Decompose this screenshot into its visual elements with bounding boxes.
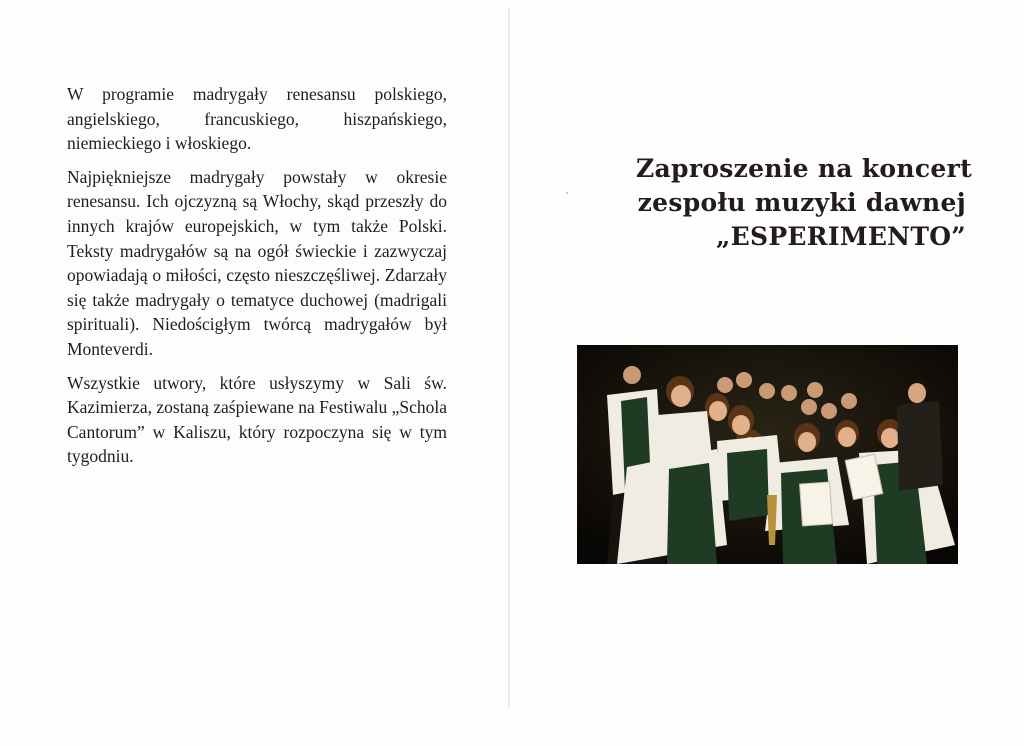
choir-photo-illustration (577, 345, 958, 564)
page-fold (508, 8, 510, 708)
paragraph-history: Najpiękniejsze madrygały powstały w okresie renesansu. Ich ojczyzną są Włochy, skąd przeszły do innych krajów europejskich, w tym także Polski. Teksty madrygałów są na ogół świeckie i zazwyczaj opowiadają o miłości, często nieszczęśliwej. Zdarzały się także madrygały o tematyce duchowej (madrigali spirituali). Niedościgłym twórcą madrygałów był Monteverdi. (67, 166, 447, 359)
body-text (67, 82, 447, 478)
invitation-title (636, 152, 972, 254)
left-page (0, 0, 510, 745)
title-line-3: „ESPERIMENTO” (715, 222, 966, 251)
choir-group-photo (577, 345, 958, 564)
paragraph-program: W programie madrygały renesansu polskiego, angielskiego, francuskiego, hiszpańskiego, niemieckiego i włoskiego. (67, 84, 447, 154)
title-line-2: zespołu muzyki dawnej (637, 188, 966, 217)
title-line-1: Zaproszenie na koncert (636, 154, 972, 183)
scan-speck (566, 192, 568, 194)
paragraph-festival: Wszystkie utwory, które usłyszymy w Sali św. Kazimierza, zostaną zaśpiewane na Festiwalu „Schola Cantorum” w Kaliszu, który rozpoczyna się w tym tygodniu. (67, 372, 447, 467)
